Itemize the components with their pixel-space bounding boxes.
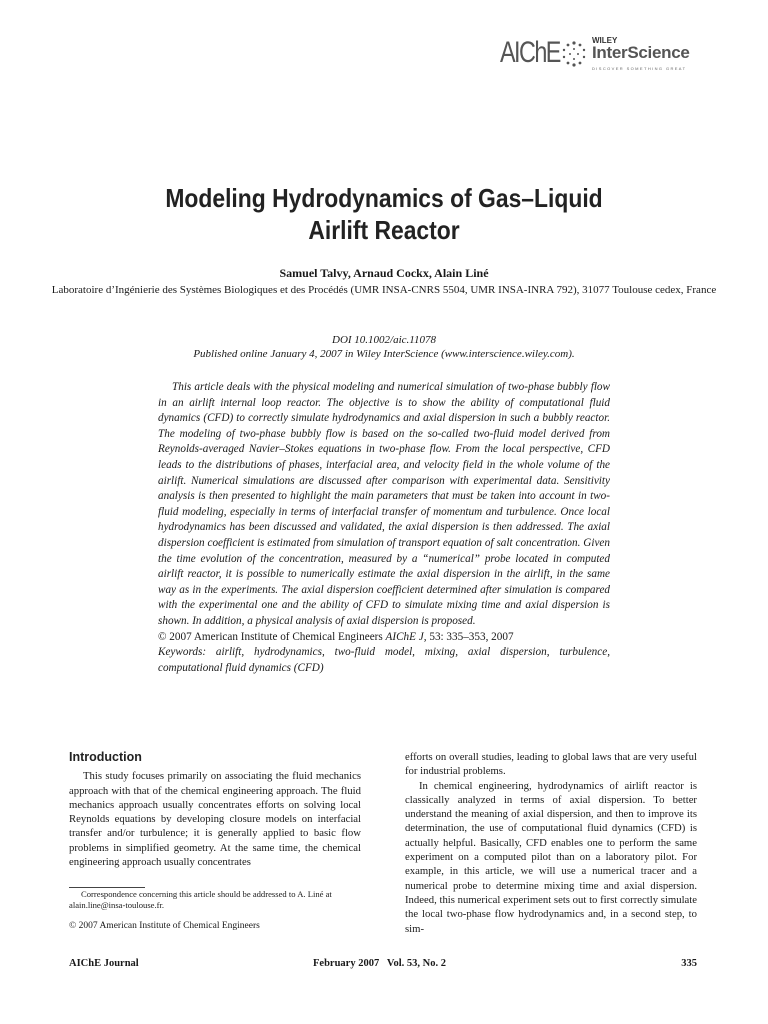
published-online: Published online January 4, 2007 in Wiley InterScience (www.interscience.wiley.com). [193,348,575,360]
abstract-text: This article deals with the physical modeling and numerical simulation of two-phase bubbly flow in an airlift internal loop reactor. The objective is to show the ability of computational fluid dynamics (CFD) to correctly simulate hydrodynamics and axial dispersion in such a bubbly reactor. The modeling of two-phase bubbly flow is based on the so-called two-fluid model derived from Reynolds-averaged Navier–Stokes equations in two-phase flow. From the local perspective, CFD leads to the distributions of phases, interfacial area, and velocity field in the whole volume of the airlift. Numerical simulations are discussed after comparison with experimental data. Sensitivity analysis is then presented to highlight the main parameters that must be taken into account in two-fluid modeling, especially in terms of interfacial transfer of momentum and turbulence. Once local hydrodynamics has been discussed and validated, the axial dispersion is then addressed. The axial dispersion coefficient is estimated from simulation of transport equation of salt concentration. Given the time evolution of the concentration, measured by a “numerical” probe located in computed airlift reactor, it is possible to numerically estimate the axial dispersion in the airlift, in the same way as in the experiments. The axial dispersion coefficient determined after simulation is compared with the experimental one and the ability of CFD to simulate mixing time and axial dispersion is shown. In addition, a physical analysis of axial dispersion is proposed. [158,381,610,627]
abstract [158,380,610,676]
page-number: 335 [681,958,697,969]
affiliation: Laboratoire d’Ingénierie des Systèmes Biologiques et des Procédés (UMR INSA-CNRS 5504, UMR INSA-INRA 792), 31077 Toulouse cedex, France [51,284,717,296]
page-copyright: © 2007 American Institute of Chemical Engineers [69,921,260,931]
intro-paragraph-1-continued: efforts on overall studies, leading to global laws that are very useful for industrial problems. [405,751,697,778]
publisher-logos [500,28,740,78]
abstract-copyright: © 2007 American Institute of Chemical Engineers AIChE J, 53: 335–353, 2007 [158,630,514,643]
doi: DOI 10.1002/aic.11078 [332,334,436,346]
section-heading-introduction: Introduction [69,750,142,764]
authors: Samuel Talvy, Arnaud Cockx, Alain Liné [279,266,489,280]
aiche-logo: AIChE [500,36,560,69]
title-line-1: Modeling Hydrodynamics of Gas–Liquid [165,183,603,213]
interscience-logo: InterScience [592,43,690,62]
left-column [69,750,361,869]
page-footer [69,958,697,972]
right-column [405,750,697,936]
correspondence-footnote: Correspondence concerning this article should be addressed to A. Liné at alain.line@insa-toulouse.fr. [69,889,332,910]
footer-journal: AIChE Journal [69,958,139,969]
intro-paragraph-1: This study focuses primarily on associating the fluid mechanics approach with that of the chemical engineering approach. The fluid mechanics approach usually concentrates efforts on solving local Reynolds equations by developing closure models on interfacial transfer and/or turbulence; it is generally applied to basic flow problems in simplified geometry. At the same time, the chemical engineering approach usually concentrates [69,770,361,869]
keywords: Keywords: airlift, hydrodynamics, two-fluid model, mixing, axial dispersion, turbulence, computational fluid dynamics (CFD) [158,646,610,674]
article-title [46,182,722,246]
footnote-divider [69,887,145,888]
footer-issue: February 2007 Vol. 53, No. 2 [313,958,447,969]
title-line-2: Airlift Reactor [308,215,460,245]
wiley-label: WILEY [592,36,618,45]
interscience-swirl-icon [560,40,588,68]
doi-block [0,333,768,361]
intro-paragraph-2: In chemical engineering, hydrodynamics of airlift reactor is classically analyzed in terms of axial dispersion. To better understand the meaning of axial dispersion, and then to improve its determination, the use of computational fluid dynamics (CFD) is actually helpful. Basically, CFD enables one to perform the same experiment on a computed pilot than on a laboratory pilot. For example, in this article, we will use a numerical tracer and a numerical probe to determine mixing time and axial dispersion. Indeed, this numerical experiment sets out to first correctly simulate the local two-phase flow hydrodynamics and, in a second step, to sim- [405,779,697,935]
interscience-tagline: DISCOVER SOMETHING GREAT [592,66,687,71]
